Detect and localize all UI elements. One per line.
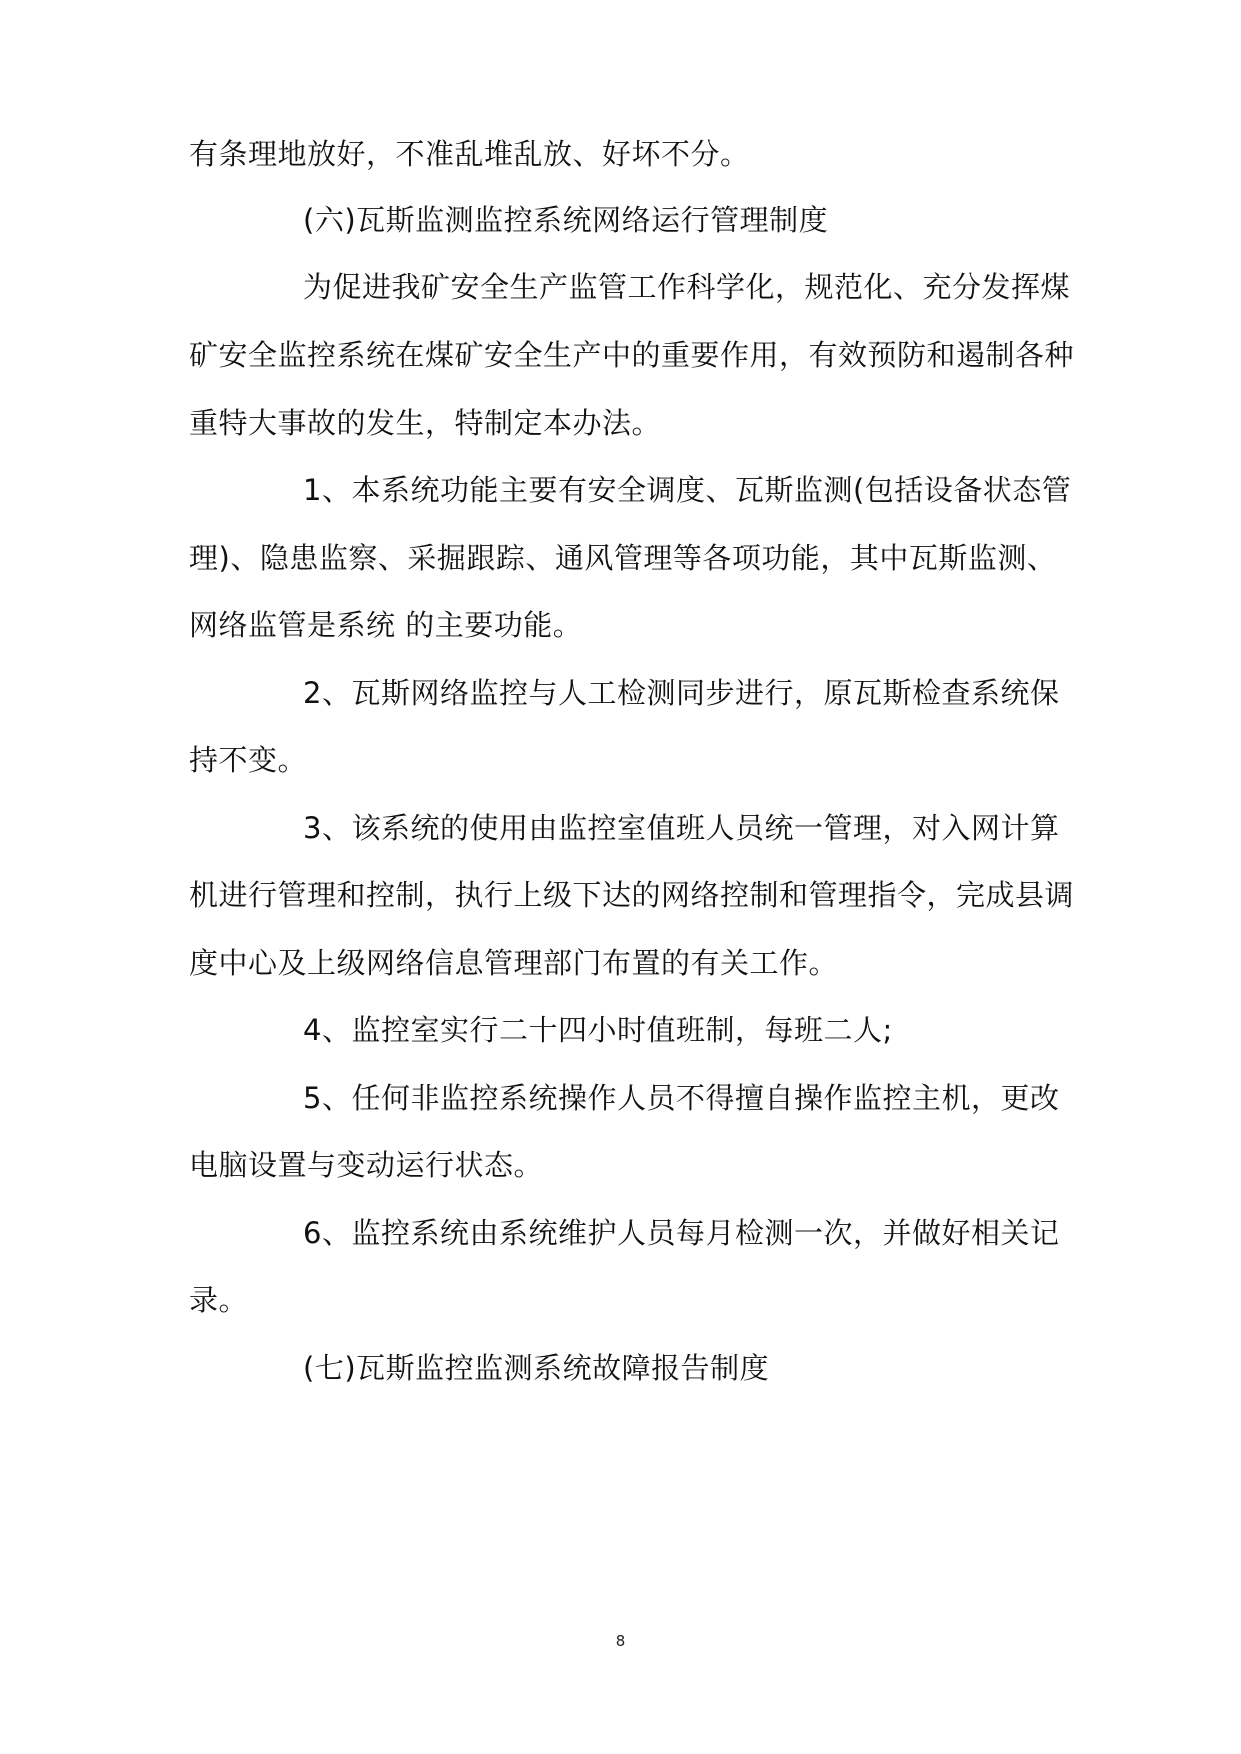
text-line: 持不变。 bbox=[189, 743, 308, 777]
text-line: 5、任何非监控系统操作人员不得擅自操作监控主机，更改 bbox=[303, 1081, 1060, 1115]
page-number: 8 bbox=[615, 1632, 626, 1650]
text-line: 矿安全监控系统在煤矿安全生产中的重要作用，有效预防和遏制各种 bbox=[189, 338, 1075, 372]
text-line: 6、监控系统由系统维护人员每月检测一次，并做好相关记 bbox=[303, 1216, 1060, 1250]
text-line: 电脑设置与变动运行状态。 bbox=[189, 1148, 544, 1182]
text-line: 理)、隐患监察、采掘跟踪、通风管理等各项功能，其中瓦斯监测、 bbox=[189, 541, 1057, 575]
text-line: 2、瓦斯网络监控与人工检测同步进行，原瓦斯检查系统保 bbox=[303, 676, 1060, 710]
text-line: 为促进我矿安全生产监管工作科学化，规范化、充分发挥煤 bbox=[303, 270, 1071, 304]
text-line: 网络监管是系统 的主要功能。 bbox=[189, 608, 583, 642]
text-line: 录。 bbox=[189, 1283, 249, 1317]
text-line: 4、监控室实行二十四小时值班制，每班二人; bbox=[303, 1013, 893, 1047]
text-line: 机进行管理和控制，执行上级下达的网络控制和管理指令，完成县调 bbox=[189, 878, 1075, 912]
text-line: 度中心及上级网络信息管理部门布置的有关工作。 bbox=[189, 946, 839, 980]
section-heading: (七)瓦斯监控监测系统故障报告制度 bbox=[303, 1351, 770, 1385]
text-line: 重特大事故的发生，特制定本办法。 bbox=[189, 406, 662, 440]
text-line: 有条理地放好，不准乱堆乱放、好坏不分。 bbox=[189, 137, 750, 171]
section-heading: (六)瓦斯监测监控系统网络运行管理制度 bbox=[303, 203, 829, 237]
text-line: 1、本系统功能主要有安全调度、瓦斯监测(包括设备状态管 bbox=[303, 473, 1072, 507]
text-line: 3、该系统的使用由监控室值班人员统一管理，对入网计算 bbox=[303, 811, 1060, 845]
